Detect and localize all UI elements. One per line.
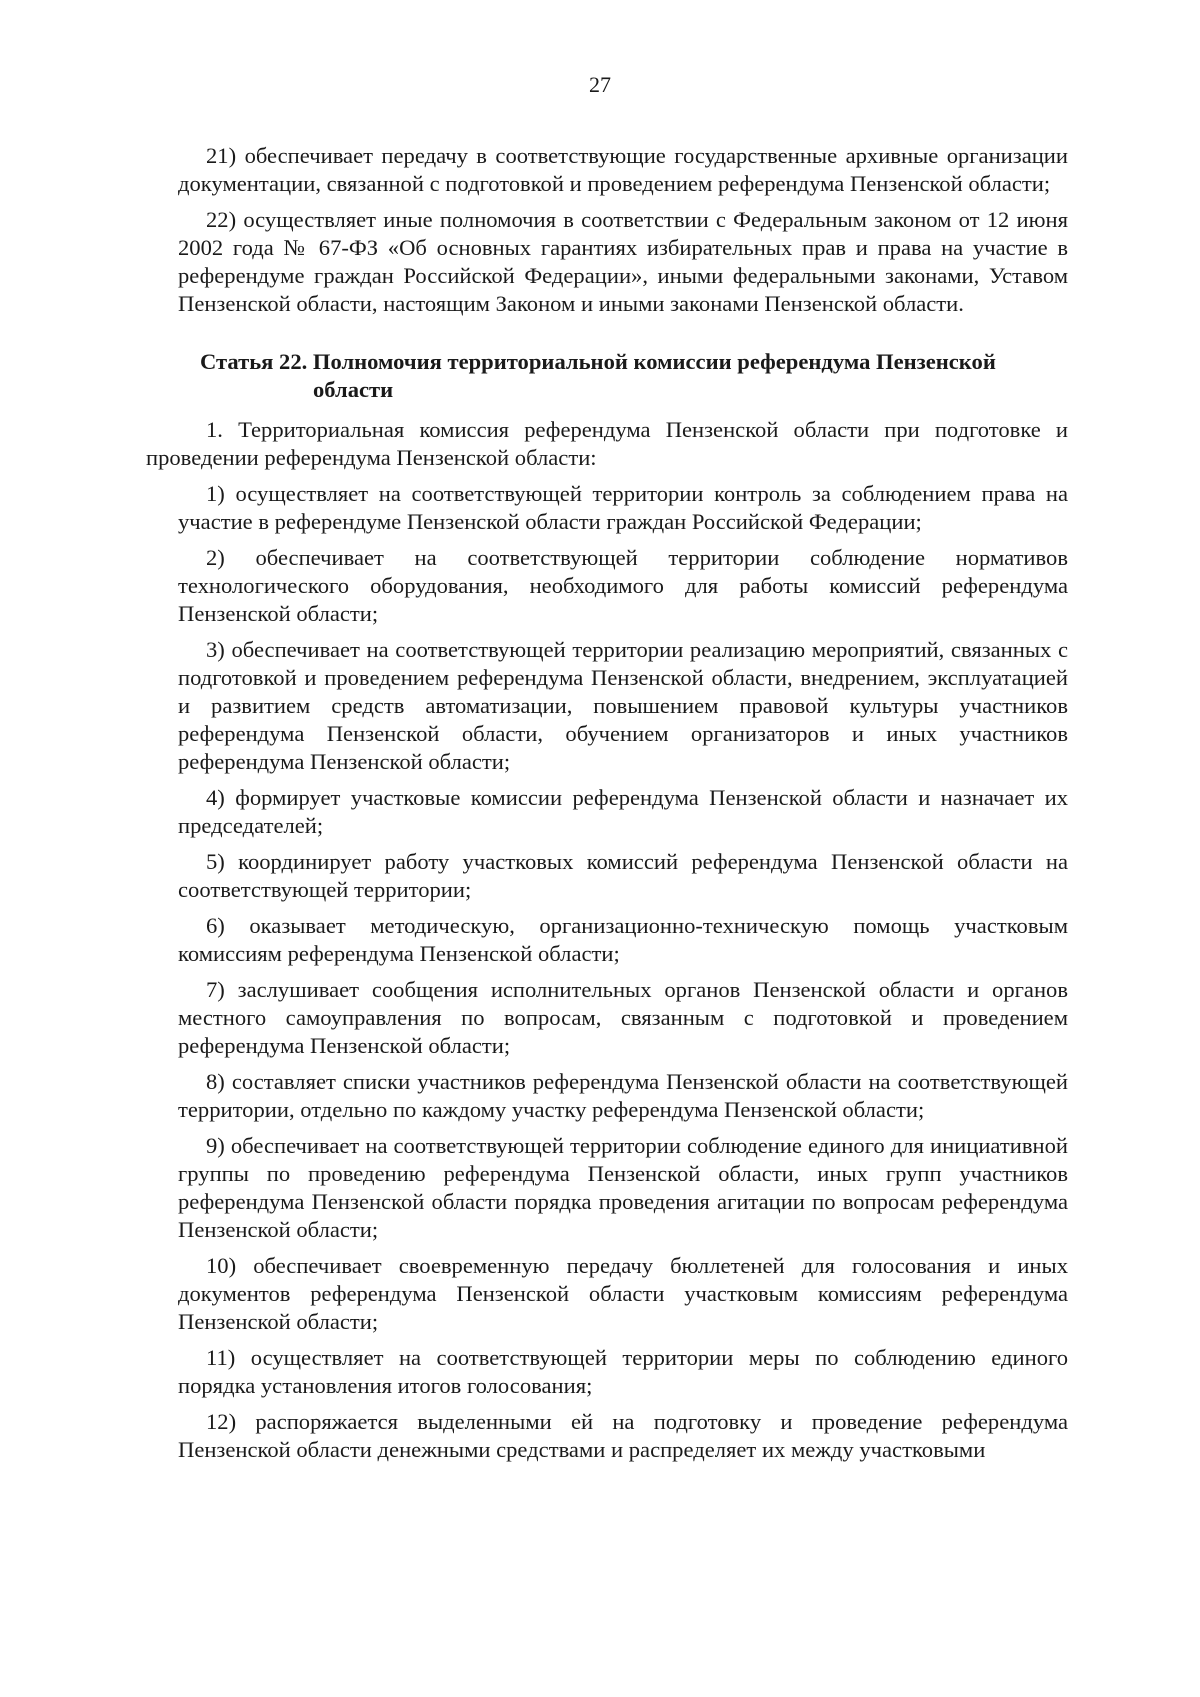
list-item: 1) осуществляет на соответствующей территории контроль за соблюдением права на участие в референдуме Пензенской области граждан Российской Федерации; [178, 481, 1068, 534]
list-item: 12) распоряжается выделенными ей на подготовку и проведение референдума Пензенской области денежными средствами и распределяет их между участковыми [178, 1409, 1068, 1462]
list-item: 21) обеспечивает передачу в соответствующие государственные архивные организации документации, связанной с подготовкой и проведением референдума Пензенской области; [178, 143, 1068, 196]
list-item: 7) заслушивает сообщения исполнительных органов Пензенской области и органов местного самоуправления по вопросам, связанным с подготовкой и проведением референдума Пензенской области; [178, 977, 1068, 1058]
article-intro: 1. Территориальная комиссия референдума Пензенской области при подготовке и проведении референдума Пензенской области: [146, 417, 1068, 470]
list-item: 3) обеспечивает на соответствующей территории реализацию мероприятий, связанных с подготовкой и проведением референдума Пензенской области, внедрением, эксплуатацией и развитием средств автоматизации, повышением правовой культуры участников референдума Пензенской области, обучением организаторов и иных участников референдума Пензенской области; [178, 637, 1068, 774]
list-item: 5) координирует работу участковых комиссий референдума Пензенской области на соответствующей территории; [178, 849, 1068, 902]
list-item: 4) формирует участковые комиссии референдума Пензенской области и назначает их председателей; [178, 785, 1068, 838]
list-item: 10) обеспечивает своевременную передачу бюллетеней для голосования и иных документов референдума Пензенской области участковым комиссиям референдума Пензенской области; [178, 1253, 1068, 1334]
list-item: 9) обеспечивает на соответствующей территории соблюдение единого для инициативной группы по проведению референдума Пензенской области, иных групп участников референдума Пензенской области порядка проведения агитации по вопросам референдума Пензенской области; [178, 1133, 1068, 1242]
document-body [146, 142, 1068, 1472]
list-item: 2) обеспечивает на соответствующей территории соблюдение нормативов технологического оборудования, необходимого для работы комиссий референдума Пензенской области; [178, 545, 1068, 626]
list-item: 22) осуществляет иные полномочия в соответствии с Федеральным законом от 12 июня 2002 года № 67-ФЗ «Об основных гарантиях избирательных прав и права на участие в референдуме граждан Российской Федерации», иными федеральными законами, Уставом Пензенской области, настоящим Законом и иными законами Пензенской области. [178, 207, 1068, 316]
page-number: 27 [589, 72, 611, 97]
article-heading: Статья 22. Полномочия территориальной комиссии референдума Пензенской области [200, 349, 996, 402]
list-item: 11) осуществляет на соответствующей территории меры по соблюдению единого порядка установления итогов голосования; [178, 1345, 1068, 1398]
list-item: 8) составляет списки участников референдума Пензенской области на соответствующей территории, отдельно по каждому участку референдума Пензенской области; [178, 1069, 1068, 1122]
list-item: 6) оказывает методическую, организационно-техническую помощь участковым комиссиям референдума Пензенской области; [178, 913, 1068, 966]
